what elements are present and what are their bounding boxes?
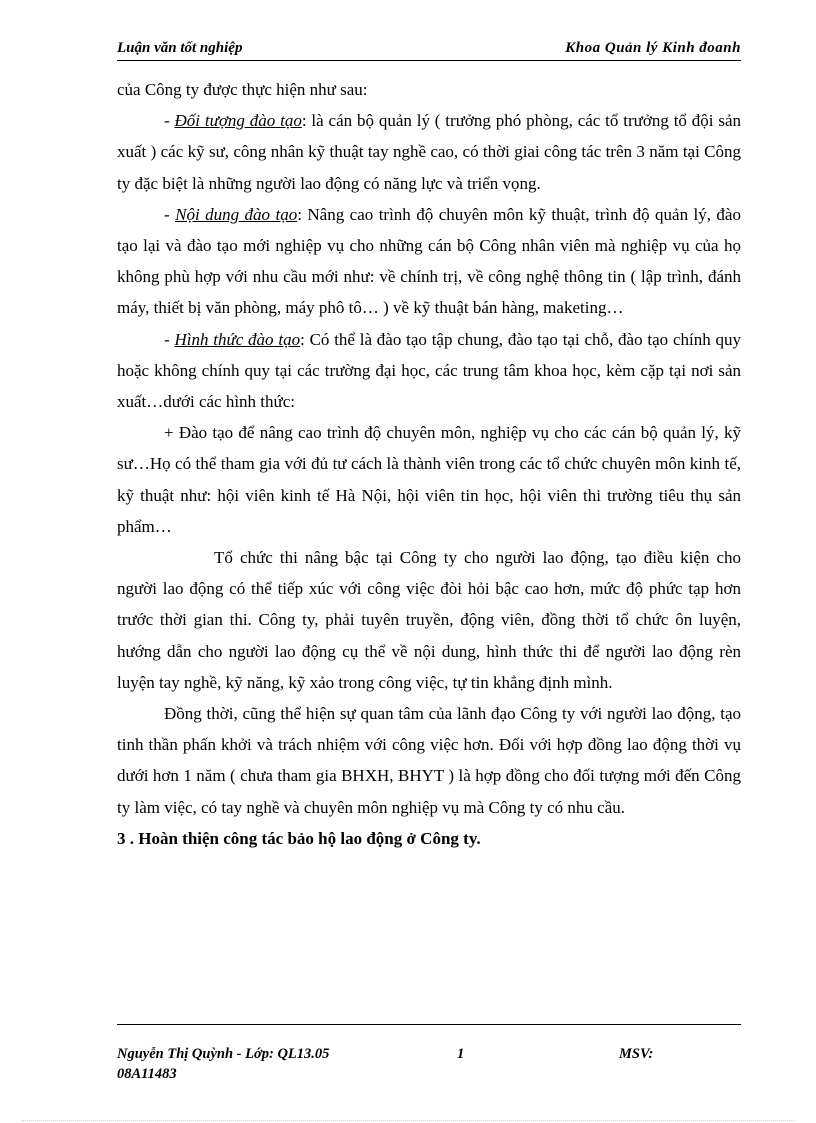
term-training-content: Nội dung đào tạo (175, 204, 298, 224)
term-training-form: Hình thức đào tạo (174, 329, 301, 349)
footer-author: Nguyễn Thị Quỳnh - Lớp: QL13.05 (117, 1046, 330, 1062)
paragraph-training-content (117, 199, 741, 324)
term-training-target: Đối tượng đào tạo (174, 111, 302, 131)
bullet-dash: - (164, 329, 175, 349)
page-header (117, 38, 741, 61)
footer-divider (117, 1024, 741, 1025)
text-training-form: : Có thể là đào tạo tập chung, đào tạo tại chỗ, đào tạo chính quy hoặc không chính quy tại các trường đại học, các trung tâm khoa học, kèm cặp tại nơi sản xuất…dưới các hình thức: (117, 329, 741, 412)
footer-msv-label: MSV: (619, 1046, 654, 1062)
header-thesis-title: Luận văn tốt nghiệp (117, 40, 243, 56)
header-faculty: Khoa Quản lý Kinh đoanh (565, 40, 741, 56)
paragraph-professional-training: + Đào tạo để nâng cao trình độ chuyên môn, nghiệp vụ cho các cán bộ quản lý, kỹ sư…Họ có thể tham gia với đủ tư cách là thành viên trong các tổ chức chuyên môn kinh tế, kỹ thuật như: hội viên kinh tế Hà Nội, hội viên tin học, hội viên thi trường tiêu thụ sản phẩm… (117, 423, 741, 536)
text-training-target: : là cán bộ quản lý ( trưởng phó phòng, các tổ trưởng tổ đội sản xuất ) các kỹ sư, công nhân kỹ thuật tay nghề cao, có thời giai công tác trên 3 năm tại Công ty đặc biệt là những người lao động có năng lực và triển vọng. (117, 111, 741, 193)
footer-student-id: 08A11483 (117, 1066, 177, 1082)
text-training-content: : Nâng cao trình độ chuyên môn kỹ thuật, trình độ quản lý, đào tạo lại và đào tạo mới nghiệp vụ cho những cán bộ Công nhân viên mà nghiệp vụ của họ không phù hợp với nhu cầu mới như: về chính trị, về công nghệ thông tin ( lập trình, đánh máy, thiết bị văn phòng, máy phô tô… ) về kỹ thuật bán hàng, maketing… (117, 204, 741, 318)
bullet-dash: - (164, 204, 176, 224)
document-body (117, 74, 741, 854)
bullet-dash: - (164, 111, 175, 131)
paragraph-grade-exam: Tổ chức thi nâng bậc tại Công ty cho người lao động, tạo điều kiện cho người lao động có thể tiếp xúc với công việc đòi hỏi bậc cao hơn, mức độ phức tạp hơn trước thời gian thi. Công ty, phải tuyên truyền, động viên, đồng thời tổ chức ôn luyện, hướng dẫn cho người lao động cụ thể về nội dung, hình thức thi để người lao động rèn luyện tay nghề, kỹ năng, kỹ xảo trong công việc, tự tin khẳng định mình. (117, 548, 741, 692)
paragraph-contracts: Đồng thời, cũng thể hiện sự quan tâm của lãnh đạo Công ty với người lao động, tạo tinh thần phấn khởi và trách nhiệm với công việc hơn. Đối với hợp đồng lao động thời vụ dưới hơn 1 năm ( chưa tham gia BHXH, BHYT ) là hợp đồng cho đối tượng mới đến Công ty làm việc, có tay nghề và chuyên môn nghiệp vụ mà Công ty có nhu cầu. (117, 704, 741, 817)
paragraph-training-form (117, 324, 741, 418)
page-bottom-edge (22, 1120, 794, 1121)
paragraph-intro: của Công ty được thực hiện như sau: (117, 80, 368, 99)
footer-page-number: 1 (457, 1046, 465, 1062)
paragraph-training-target (117, 105, 741, 199)
section-heading: 3 . Hoàn thiện công tác bảo hộ lao động ở Công ty. (117, 828, 481, 848)
